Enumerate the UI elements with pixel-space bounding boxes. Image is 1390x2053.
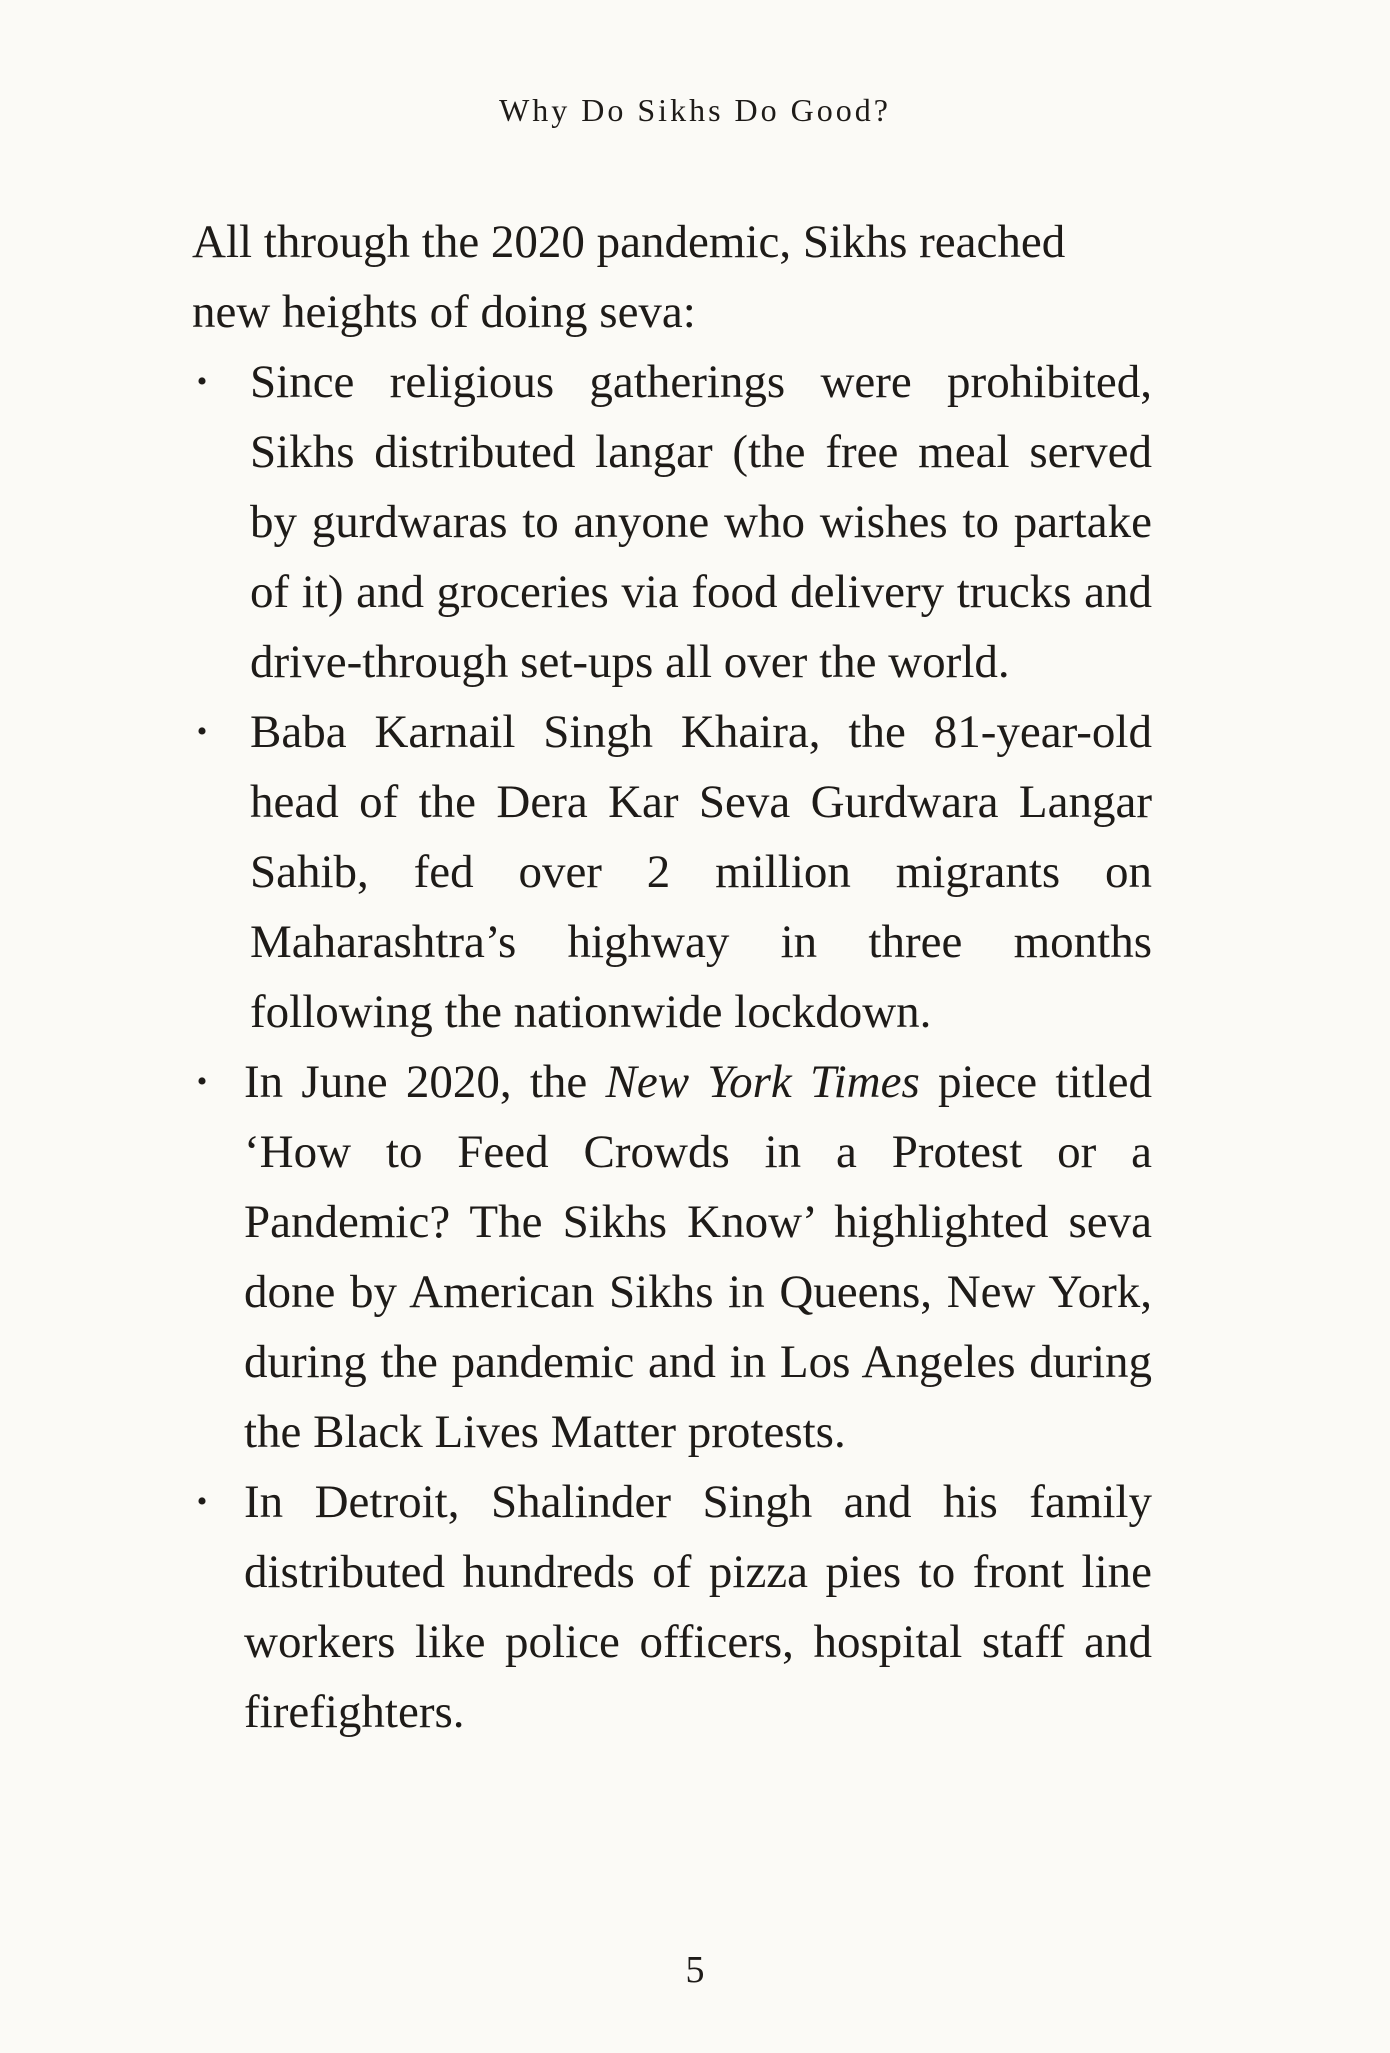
bullet-item-langar	[192, 347, 1152, 697]
bullet-text: In Detroit, Shalinder Singh and his family distributed hundreds of pizza pies to front line workers like police officers, hospital staff and firefighters.	[244, 1476, 1152, 1738]
bullet-text-after: piece titled ‘How to Feed Crowds in a Protest or a Pandemic? The Sikhs Know’ highlighted seva done by American Sikhs in Queens, New York, during the pandemic and in Los Angeles during the Black Lives Matter protests.	[244, 1056, 1152, 1458]
bullet-item-nyt	[192, 1047, 1152, 1467]
running-head: Why Do Sikhs Do Good?	[499, 92, 891, 128]
bullet-icon: •	[196, 1485, 208, 1518]
bullet-item-baba-karnail	[192, 697, 1152, 1047]
body-text	[192, 207, 1152, 1747]
bullet-text: Baba Karnail Singh Khaira, the 81-year-old head of the Dera Kar Seva Gurdwara Langar Sahib, fed over 2 million migrants on Maharashtra’s highway in three months following the nationwide lockdown.	[250, 706, 1152, 1038]
publication-title: New York Times	[605, 1056, 920, 1108]
page-number: 5	[685, 1949, 705, 1991]
bullet-icon: •	[196, 1065, 208, 1098]
bullet-list	[192, 347, 1152, 1747]
bullet-icon: •	[196, 365, 208, 398]
bullet-item-detroit	[192, 1467, 1152, 1747]
bullet-text-before: In June 2020, the	[244, 1056, 606, 1108]
intro-paragraph: All through the 2020 pandemic, Sikhs reached new heights of doing seva:	[192, 216, 1066, 338]
bullet-icon: •	[196, 715, 208, 748]
bullet-text: Since religious gatherings were prohibited, Sikhs distributed langar (the free meal served by gurdwaras to anyone who wishes to partake of it) and groceries via food delivery trucks and drive-through set-ups all over the world.	[250, 356, 1152, 688]
